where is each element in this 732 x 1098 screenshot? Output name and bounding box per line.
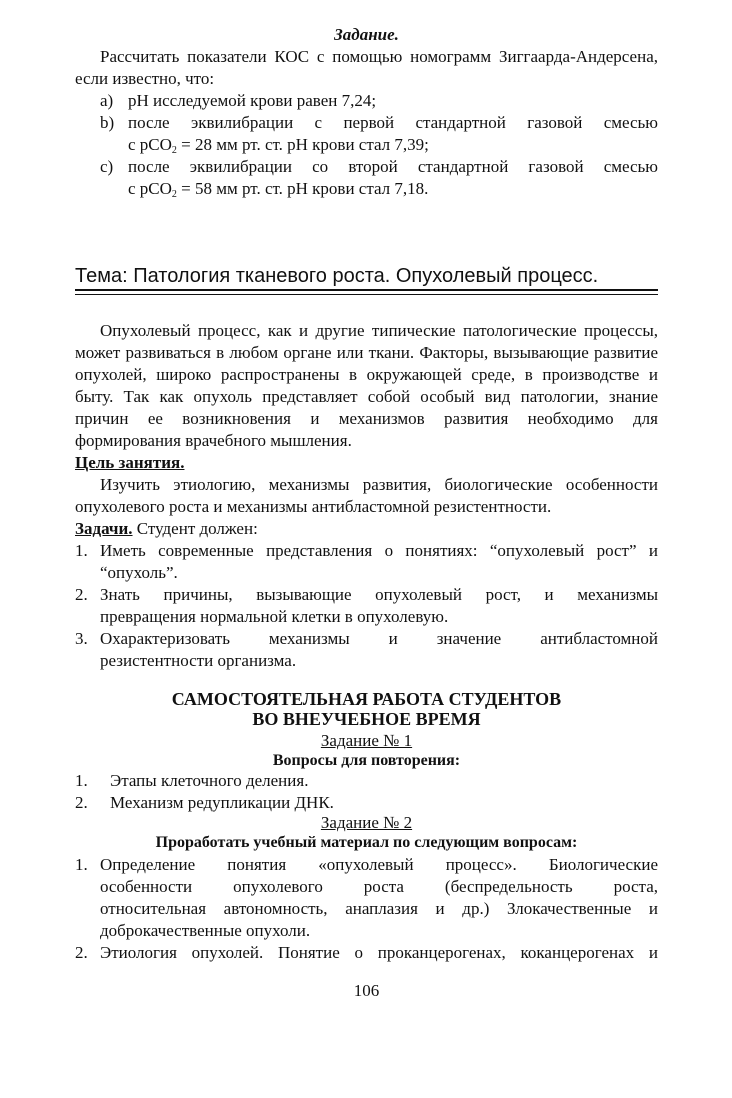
assignment-item-text: Этиология опухолей. Понятие о проканцерогенах, коканцерогенах и: [100, 943, 658, 962]
tasks-heading: Задачи. Студент должен:: [75, 519, 258, 538]
theme-rule: [75, 294, 658, 295]
student-task-text-cont: “опухоль”.: [100, 563, 178, 582]
intro-line: причин ее возникновения и механизмов развития необходимо для: [75, 409, 658, 428]
task-item-text: после эквилибрации с первой стандартной газовой смесью: [128, 113, 658, 132]
student-task-number: 1.: [75, 541, 88, 560]
assignment-title: Задание № 2: [320, 813, 413, 832]
assignment-item-number: 2.: [75, 943, 88, 962]
assignment-item-text: Механизм редупликации ДНК.: [110, 793, 334, 812]
theme-title: Тема: Патология тканевого роста. Опухолевый процесс.: [75, 265, 599, 287]
assignment-item-text-cont: доброкачественные опухоли.: [100, 921, 311, 940]
assignment-item-text: Этапы клеточного деления.: [110, 771, 309, 790]
task-item-marker: b): [100, 113, 115, 132]
assignment-title: Задание № 1: [320, 731, 413, 750]
task-intro-cont: если известно, что:: [75, 69, 215, 88]
task-item-marker: c): [100, 157, 114, 176]
goal-heading: Цель занятия.: [75, 453, 185, 472]
section-title: САМОСТОЯТЕЛЬНАЯ РАБОТА СТУДЕНТОВ: [171, 689, 562, 709]
intro-line: может развиваться в любом органе или ткани. Факторы, вызывающие развитие: [75, 343, 658, 362]
assignment-item-number: 1.: [75, 855, 88, 874]
task-item-text-cont: с pCO$_2$ = 58 мм рт. ст. pH крови стал 7,18.: [128, 179, 429, 200]
section-title: ВО ВНЕУЧЕБНОЕ ВРЕМЯ: [252, 709, 481, 729]
intro-line: Опухолевый процесс, как и другие типические патологические процессы,: [100, 321, 658, 340]
student-task-number: 2.: [75, 585, 88, 604]
assignment-item-text: Определение понятия «опухолевый процесс». Биологические: [100, 855, 658, 874]
assignment-subtitle: Проработать учебный материал по следующим вопросам:: [155, 834, 578, 851]
intro-line: быту. Так как опухоль представляет собой особый вид патологии, знание: [75, 387, 658, 406]
assignment-item-text-cont: относительная автономность, анаплазия и др.) Злокачественные и: [100, 899, 658, 918]
student-task-text: Охарактеризовать механизмы и значение антибластомной: [100, 629, 658, 648]
assignment-subtitle: Вопросы для повторения:: [272, 752, 461, 769]
task-item-text: pH исследуемой крови равен 7,24;: [128, 91, 377, 110]
assignment-item-text-cont: особенности опухолевого роста (беспредельность роста,: [100, 877, 658, 896]
tasks-heading-label: Задачи.: [75, 519, 133, 538]
task-item-text-cont: с pCO$_2$ = 28 мм рт. ст. pH крови стал 7,39;: [128, 135, 429, 156]
task-item-marker: a): [100, 91, 114, 110]
task-item-text: после эквилибрации со второй стандартной газовой смесью: [128, 157, 658, 176]
theme-rule: [75, 289, 658, 291]
student-task-text: Знать причины, вызывающие опухолевый рост, и механизмы: [100, 585, 658, 604]
goal-line: опухолевого роста и механизмы антибластомной резистентности.: [75, 497, 552, 516]
assignment-item-number: 2.: [75, 793, 88, 812]
goal-line: Изучить этиологию, механизмы развития, биологические особенности: [100, 475, 658, 494]
task-intro: Рассчитать показатели КОС с помощью номограмм Зиггаарда-Андерсена,: [100, 47, 658, 66]
page-number: 106: [353, 981, 380, 1000]
assignment-item-number: 1.: [75, 771, 88, 790]
intro-line: опухолей, широко распространены в окружающей среде, в производстве и: [75, 365, 658, 384]
student-task-text: Иметь современные представления о понятиях: “опухолевый рост” и: [100, 541, 658, 560]
task-header: Задание.: [334, 25, 399, 44]
student-task-text-cont: превращения нормальной клетки в опухолевую.: [100, 607, 449, 626]
intro-line: формирования врачебного мышления.: [75, 431, 352, 450]
student-task-number: 3.: [75, 629, 88, 648]
student-task-text-cont: резистентности организма.: [100, 651, 297, 670]
